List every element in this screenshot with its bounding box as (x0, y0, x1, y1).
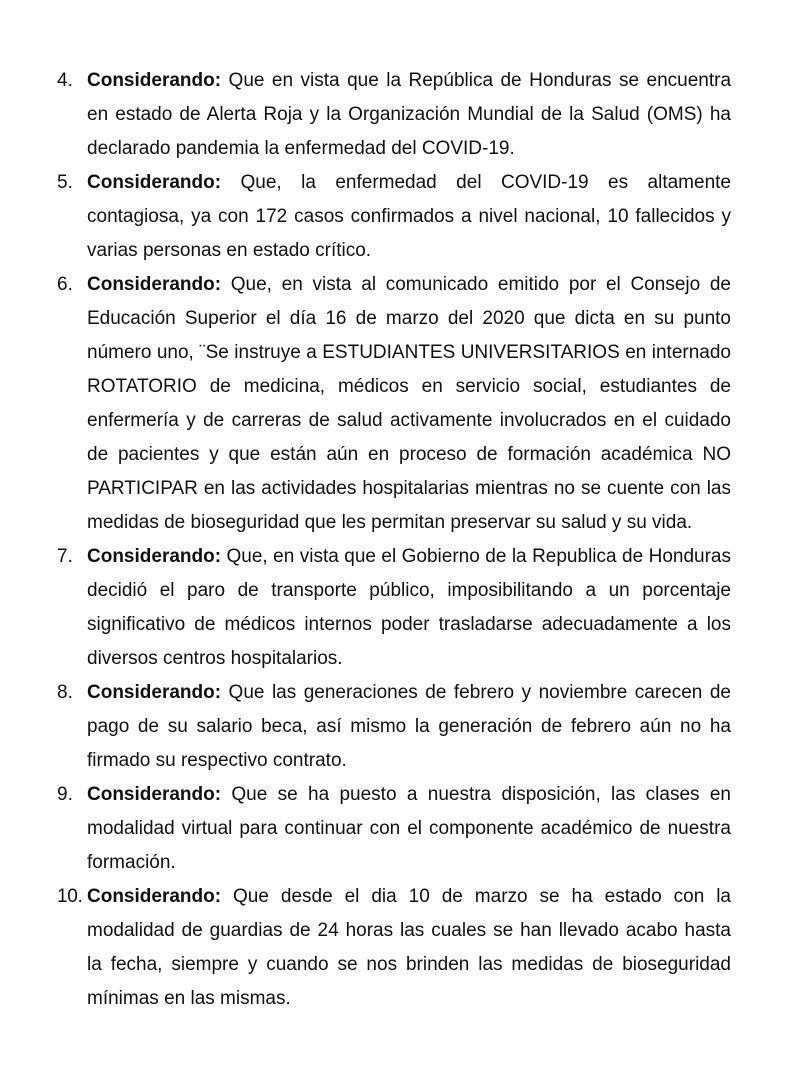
item-text: Que en vista que la República de Honduras se encuentra en estado de Alerta Roja y la Organización Mundial de la Salud (OMS) ha declarado pandemia la enfermedad del COVID-19. (87, 70, 732, 159)
item-text: Que, en vista que el Gobierno de la Republica de Honduras decidió el paro de transporte público, imposibilitando a un porcentaje significativo de médicos internos poder trasladarse adecuadamente a los diversos centros hospitalarios. (87, 546, 731, 669)
item-number: 5. (57, 172, 73, 193)
list-item (57, 676, 731, 778)
item-lead-label: Considerando: (87, 70, 229, 91)
list-item (57, 778, 731, 880)
list-item (57, 880, 731, 1016)
item-lead-label: Considerando: (87, 546, 227, 567)
list-item (57, 166, 731, 268)
item-number: 9. (57, 784, 73, 805)
list-item (57, 268, 731, 540)
item-number: 4. (57, 70, 73, 91)
list-item (57, 540, 731, 676)
item-text: Que, la enfermedad del COVID-19 es altamente contagiosa, ya con 172 casos confirmados a nivel nacional, 10 fallecidos y varias personas en estado crítico. (87, 172, 731, 261)
item-text: Que, en vista al comunicado emitido por el Consejo de Educación Superior el día 16 de marzo del 2020 que dicta en su punto número uno, ¨Se instruye a ESTUDIANTES UNIVERSITARIOS en internado ROTATORIO de medicina, médicos en servicio social, estudiantes de enfermería y de carreras de salud activamente involucrados en el cuidado de pacientes y que están aún en proceso de formación académica NO PARTICIPAR en las actividades hospitalarias mientras no se cuente con las medidas de bioseguridad que les permitan preservar su salud y su vida. (87, 274, 732, 533)
considerando-list (57, 64, 731, 1016)
item-number: 6. (57, 274, 73, 295)
list-item (57, 64, 731, 166)
item-lead-label: Considerando: (87, 172, 241, 193)
item-lead-label: Considerando: (87, 682, 229, 703)
item-number: 10. (57, 886, 83, 907)
item-lead-label: Considerando: (87, 274, 231, 295)
item-text: Que las generaciones de febrero y noviembre carecen de pago de su salario beca, así mismo la generación de febrero aún no ha firmado su respectivo contrato. (87, 682, 731, 771)
item-lead-label: Considerando: (87, 784, 232, 805)
item-text: Que desde el dia 10 de marzo se ha estado con la modalidad de guardias de 24 horas las cuales se han llevado acabo hasta la fecha, siempre y cuando se nos brinden las medidas de bioseguridad mínimas en las mismas. (87, 886, 731, 1009)
item-number: 7. (57, 546, 73, 567)
item-number: 8. (57, 682, 73, 703)
item-lead-label: Considerando: (87, 886, 234, 907)
item-text: Que se ha puesto a nuestra disposición, las clases en modalidad virtual para continuar con el componente académico de nuestra formación. (87, 784, 731, 873)
